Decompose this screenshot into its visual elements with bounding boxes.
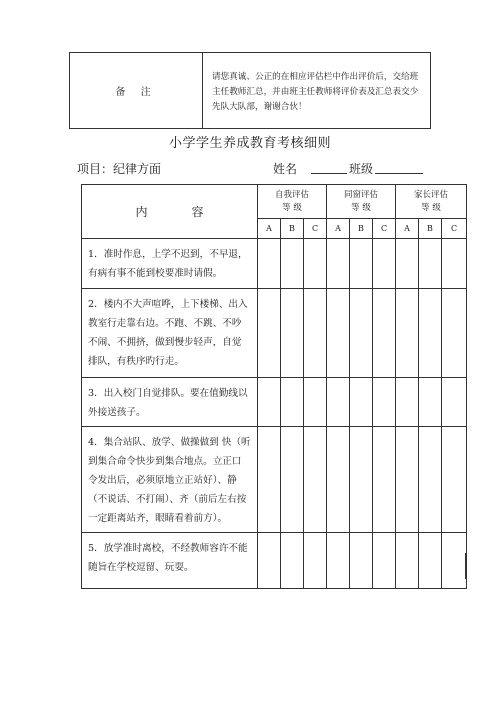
grade-cell[interactable] — [281, 378, 304, 427]
grade-cell[interactable] — [327, 289, 350, 378]
table-border-continuation-right — [465, 553, 466, 579]
grade-header: B — [281, 219, 304, 239]
note-box — [69, 52, 431, 129]
name-label: 姓名 — [273, 162, 298, 176]
grade-cell[interactable] — [373, 427, 396, 533]
group-sub: 等 级 — [282, 202, 302, 213]
grade-cell[interactable] — [373, 378, 396, 427]
item-text: 3．出入校门自觉排队。要在值勤线以外接送孩子。 — [82, 378, 258, 427]
name-blank-field[interactable] — [311, 160, 347, 174]
group-sub: 等 级 — [351, 202, 371, 213]
grade-cell[interactable] — [373, 289, 396, 378]
grade-cell[interactable] — [373, 533, 396, 589]
grade-cell[interactable] — [281, 427, 304, 533]
grade-cell[interactable] — [304, 239, 327, 289]
grade-cell[interactable] — [442, 239, 467, 289]
class-blank-field[interactable] — [375, 160, 423, 174]
grade-cell[interactable] — [419, 533, 442, 589]
grade-cell[interactable] — [304, 533, 327, 589]
content-header-char-2: 容 — [191, 205, 204, 219]
table-row — [82, 533, 467, 589]
item-text: 2．楼内不大声喧哗，上下楼梯、出入教室行走靠右边。不跑、不跳、不吵不闹、不拥挤，做到慢步轻声，自觉排队，有秩序旳行走。 — [82, 289, 258, 378]
table-row — [82, 239, 467, 289]
grade-cell[interactable] — [396, 533, 419, 589]
item-text: 1．准时作息，上学不迟到，不早退，有病有事不能到校要准时请假。 — [82, 239, 258, 289]
grade-cell[interactable] — [442, 378, 467, 427]
grade-cell[interactable] — [304, 378, 327, 427]
note-text: 请您真诚、公正的在相应评估栏中作出评价后，交给班主任教师汇总，并由班主任教师将评价表及汇总表交少先队大队部，谢谢合伙！ — [212, 72, 419, 112]
group-header-self — [258, 185, 327, 219]
note-label: 备 注 — [70, 53, 203, 128]
grade-cell[interactable] — [396, 289, 419, 378]
grade-cell[interactable] — [419, 289, 442, 378]
grade-cell[interactable] — [396, 427, 419, 533]
grade-cell[interactable] — [419, 378, 442, 427]
grade-cell[interactable] — [327, 239, 350, 289]
grade-cell[interactable] — [304, 427, 327, 533]
group-name: 同窗评估 — [343, 189, 378, 200]
grade-cell[interactable] — [442, 533, 467, 589]
table-row — [82, 378, 467, 427]
table-border-continuation-left — [81, 553, 82, 579]
grade-cell[interactable] — [350, 533, 373, 589]
grade-cell[interactable] — [258, 378, 281, 427]
grade-cell[interactable] — [258, 289, 281, 378]
grade-cell[interactable] — [258, 239, 281, 289]
group-name: 自我评估 — [274, 189, 309, 200]
grade-cell[interactable] — [327, 378, 350, 427]
table-row — [82, 289, 467, 378]
class-label: 班级 — [349, 162, 374, 176]
header-row-groups — [82, 185, 467, 219]
document-title: 小学学生养成教育考核细则 — [168, 136, 331, 151]
grade-cell[interactable] — [442, 427, 467, 533]
grade-cell[interactable] — [281, 239, 304, 289]
group-header-parent — [396, 185, 467, 219]
grade-cell[interactable] — [396, 239, 419, 289]
grade-cell[interactable] — [350, 427, 373, 533]
content-header — [82, 185, 258, 239]
grade-cell[interactable] — [258, 533, 281, 589]
grade-cell[interactable] — [258, 427, 281, 533]
grade-header: C — [373, 219, 396, 239]
grade-cell[interactable] — [419, 427, 442, 533]
grade-header: C — [442, 219, 467, 239]
grade-cell[interactable] — [373, 239, 396, 289]
grade-cell[interactable] — [281, 533, 304, 589]
grade-cell[interactable] — [350, 289, 373, 378]
group-header-peer — [327, 185, 396, 219]
grade-cell[interactable] — [442, 289, 467, 378]
grade-header: A — [327, 219, 350, 239]
grade-cell[interactable] — [304, 289, 327, 378]
grade-cell[interactable] — [350, 378, 373, 427]
item-text: 5．放学准时离校，不经教师容许不能随旨在学校逗留、玩耍。 — [82, 533, 258, 589]
info-line — [77, 160, 437, 176]
group-sub: 等 级 — [421, 202, 441, 213]
grade-cell[interactable] — [327, 533, 350, 589]
grade-cell[interactable] — [327, 427, 350, 533]
project-label: 项目：纪律方面 — [77, 162, 162, 176]
content-header-char-1: 内 — [135, 205, 148, 219]
grade-header: B — [419, 219, 442, 239]
grade-header: A — [258, 219, 281, 239]
evaluation-table — [81, 184, 467, 589]
grade-cell[interactable] — [281, 289, 304, 378]
grade-cell[interactable] — [396, 378, 419, 427]
grade-cell[interactable] — [350, 239, 373, 289]
grade-header: A — [396, 219, 419, 239]
grade-cell[interactable] — [419, 239, 442, 289]
item-text: 4．集合站队、放学、做操做到 快（听到集合命令快步到集合地点。立正口令发出后，必须原地立正站好）、静（不说话、不打闹）、齐（前后左右按一定距离站齐，眼睛看着前方）。 — [82, 427, 258, 533]
group-name: 家长评估 — [413, 189, 448, 200]
grade-header: C — [304, 219, 327, 239]
table-row — [82, 427, 467, 533]
grade-header: B — [350, 219, 373, 239]
